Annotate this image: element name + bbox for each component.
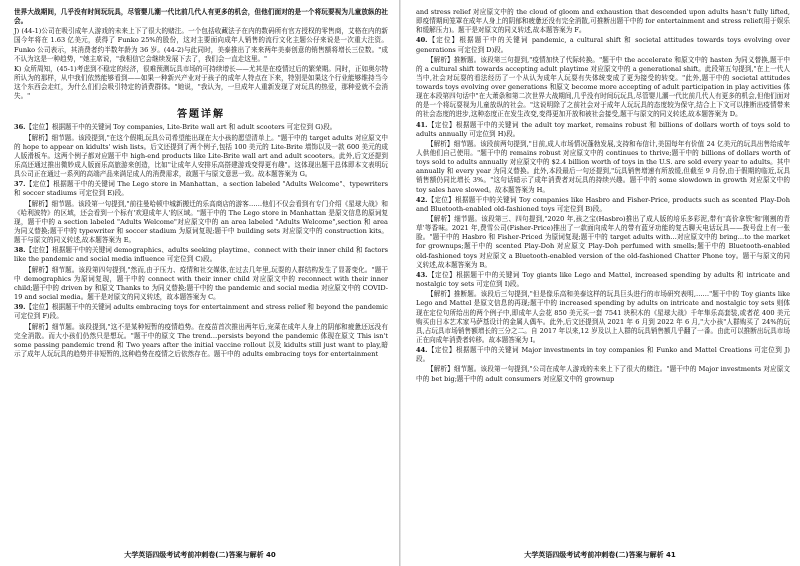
answer-location: 【定位】根据题干中的关键词 demographics、adults seeking playtime、connect with their inner child 和 factors like the pandemic and social media influence 可定位到 C)段。 xyxy=(14,246,388,264)
answer-number: 43. xyxy=(416,270,428,279)
answer-location: 【定位】根据题干中的关键词 adults embracing toys for entertainment and stress relief 和 beyond the pandemic 可定位到 F)段。 xyxy=(14,303,388,321)
answer-location: 【定位】根据题干中的关键词 pandemic, a cultural shift 和 societal attitudes towards toys evolving over generations 可定位到 D)段。 xyxy=(416,36,790,54)
answer-item xyxy=(14,303,388,359)
answer-item xyxy=(416,346,790,384)
answer-analysis: 【解析】细节题。该段提到,"这不是某种短暂的疫情趋势。在疫苗首次推出两年后,宠菜在成年人身上的阴郁和疲惫还远没有完全消散。而大小孩们仍然只是想玩。"题干中的原文 The trend…persists beyond the pandemic 体现在原文 This isn't some passing pandemic trend 和 Two years after the initial vaccine rollout 以及 kidults still just want to play,暗示了成年人玩玩具的趋势并非短暂的,这种趋势在疫情之后依然存在。题干中的 adults embracing toys for entertainment xyxy=(14,322,388,358)
section-title: 答题详解 xyxy=(177,109,225,121)
page-footer: 大学英语四级考试考前冲刺卷(二)答案与解析 41 xyxy=(524,551,676,559)
answer-item xyxy=(416,121,790,195)
answer-analysis: 【解析】细节题。该段前两句提到,"目前,成人市场情况蓬勃发展,支持和布信计,美国每年有价值 24 亿美元的玩具出售给成年人供他们自己使用。"题干中的 remains robust 对应原文中的 continues to thrive;题干中的 billions of dollars worth of toys sold to adults annually 对应原文中的 $2.4 billion worth of toys in the U.S. are sold every year to adults。其中 annually 和 every year 为同义替换。此外,本段最后一句还提到,"玩具销售增速有所放缓,但截至 9 月份,由于假期的临近,玩具销售额仍同比增长 3%。"这句话暗示了成年消费者对玩具的持续兴趣。题干中的 some slowdown in growth 对应原文中的 toy sales have slowed。故本题答案为 H。 xyxy=(416,140,790,194)
intro-paragraph-2: J) (44-1)公司在吸引成年人游戏的未来上下了很大的赌注。一个包括收藏法子在内的数码所有官方授权的零售商，艾格在内的新国今年将在 1.63 亿美元，获得了 Funko 25%的股份，这对主要面向成年人销售的流行文化主题公仔来说是一次重大注资。Funko 公司表示，其消费者约半数年龄为 36 岁。(44-2)与此同时，美泰推出了来来两年美泰创意的销售额将增长三位数。"成不认为这是一种趋势，"她主席说，"我相信它会继续发展下去了，我们会一直走这里。" xyxy=(14,27,388,63)
answer-location: 【定位】根据题干中的关键词 Toy companies like Hasbro and Fisher-Price, products such as scented Play-Doh and Bluetooth-enabled old-fashioned toys 可定位到 B)段。 xyxy=(416,195,790,213)
answer-item xyxy=(14,246,388,302)
answer-item xyxy=(14,180,388,245)
answer-number: 42. xyxy=(416,195,428,204)
answer-number: 36. xyxy=(14,123,26,132)
answer-analysis: 【解析】细节题。该段第一句提到,"前往曼哈顿中城新搬迁的乐高商店的游客……他们不仅会看到有专门介绍《星球大战》和《哈利波特》的区域，还会看到一个标有'欢迎成年人'的区域。"题干中的 The Lego store in Manhattan 是原文信息的原词复现，题干中的 a section labeled "Adults Welcome"对应原文中的 an area labeled "Adults Welcome",section 和 area 为同义替换;题干中的 typewriter 和 soccer stadium 为原词复现;题干中 building sets 对应原文中的 construction kits。题干与原文的同义转述,故本题答案为 E。 xyxy=(14,199,388,244)
answer-location: 【定位】根据题干中的关键词 The Lego store in Manhattan、a section labeled "Adults Welcome"、typewriters 和 soccer stadiums 可定位到 E)段。 xyxy=(14,180,388,198)
answer-analysis: 【解析】细节题。该段第三、四句提到,"2020 年,孩之宝(Hasbro)推出了成人版的培乐多彩泥,带有'高价拿铁'和'刚割的青草'等香味。2021 年,费雪公司(Fisher-Price)推出了一款面向成年人的带有蓝牙功能的复古聊天电话玩具——拨号盘上有一张脸。"题干中的 Hasbro 和 Fisher-Priced 为原词复现;题干中的 target adults with…对应原文中的 bring…to the market for grownups;题干中的 scented Play-Doh 对应原文 Play-Doh perfumed with smells;题干中的 Bluetooth-enabled old-fashioned toys 对应原文 a Bluetooth-enabled version of the old-fashioned Chatter Phone toy。题干与原文的同义转述,故本题答案为 B。 xyxy=(416,215,790,269)
right-page xyxy=(400,0,800,566)
answer-number: 39. xyxy=(14,303,26,312)
answer-analysis: 【解析】细节题。该段第一句提到,"公司在成年人游戏的未来上下了很大的赌注。"题干中的 Major investments 对应原文中的 bet big;题干中的 adult consumers 对应原文中的 grownup xyxy=(416,365,790,383)
answer-number: 41. xyxy=(416,120,428,129)
answer-location: 【定位】根据题干中的关键词 Toy companies, Lite-Brite wall art 和 adult scooters 可定位到 G)段。 xyxy=(25,123,337,132)
answer-analysis: 【解析】推断题。该段后三句提到,"但是像乐高和美泰这样的玩具巨头进行的市场研究表明,……"题干中的 Toy giants like Lego and Mattel 是原文信息的再现;题干中的 increased spending by adults on intricate and nostalgic toy sets 则体现在定位句所给出的两个例子中,即成年人会花 850 美元买一套 7541 块积木的《星球大战》千年隼乐高套装,或者花 400 美元购买由日本艺术家马萨基设计的金属人偶车。此外,后文还提到从 2021 年 6 月到 2022 年 6 月,"大小孩"人群购买了 24%的玩具,占玩具市场销售额增长的三分之二。自 2017 年以来,12 岁及以上人群的玩具销售额几乎翻了一番。由此可以推断出玩具市场正在向成年消费者转移。故本题答案为 I。 xyxy=(416,290,790,344)
intro-paragraph-3: K) 众所周知，(45-1)考虑到不稳定的经济，很难预测玩具市场的可持续增长——尤其是在疫情过后的繁荣期。同时，正如奥尔特所认为的那样，从中我们依然能够看到——如果一种新兴产业对于孩子的成年人特点在下来，特别是如果这个行业能够维持当今这个东西会走红，为什么们们会吸引特定的消费群体。"她说，"我认为，一旦成年人重新发现了对玩具的热爱，那种爱就不会消失。" xyxy=(14,64,388,101)
answer-location: 【定位】根据题干中的关键词 Major investments in toy companies 和 Funko and Mattel Creations 可定位到 J)段。 xyxy=(416,346,790,364)
answer-location: 【定位】根据题干中的关键词 the adult toy market, remains robust 和 billions of dollars worth of toys sold to adults annually 可定位到 H)段。 xyxy=(416,120,790,138)
answer-number: 44. xyxy=(416,346,428,355)
answer-number: 40. xyxy=(416,36,428,45)
answer-location: 【定位】根据题干中的关键词 Toy giants like Lego and Mattel, increased spending by adults 和 intricate and nostalgic toy sets 可定位到 I)段。 xyxy=(416,270,790,289)
intro-paragraph-1: 世界大战期间，几乎没有时间玩玩具，尽管婴儿潮一代比前几代人有更多的机会，但他们面对的是一个将玩要视为儿童放纵的社会。 xyxy=(14,8,388,26)
answer-item xyxy=(14,123,388,179)
page-footer: 大学英语四级考试考前冲刺卷(二)答案与解析 40 xyxy=(124,551,276,559)
answer-analysis: 【解析】推断题。该段第三句提到,"疫情加快了代际转换。"题干中 the accelerate 和原文中的 hasten 为同义替换,题干中的 a cultural shift towards accepting adult playtime 对应原文中的 a generational shift。此段第五句提到,"在上一代人当中,社会对玩耍的看法经历了一个从认为成年人玩耍有失体统变成了更为接受的转变。"此外,题干中的 societal attitudes towards toys evolving over generations 和原文 become more accepting of adult participation in play activities 体现在本段第四句话中"在大萧条和第二次世界大战期间,几乎没有时间玩玩具,尽管婴儿潮一代比前几代人有更多的机会,但他们面对的是一个将玩耍视为儿童放纵的社会。"这说明除了之前社会对于成年人玩玩具的态度较为保守,结合上下文可以推断出疫情带来的社会态度的进步,这种态度正在发生改变,变得更加开放和被社会接受,题干与原文的同义转述,故本题答案为 D。 xyxy=(416,55,791,119)
answer-item xyxy=(416,36,790,119)
answer-number: 38. xyxy=(14,246,26,255)
answer-item xyxy=(416,196,790,270)
answer-number: 37. xyxy=(14,180,26,189)
continued-text: and stress relief 对应原文中的 the cloud of gloom and exhaustion that descended upon adults hasn't fully lifted,即疫情期间笼罩在成年人身上的阴郁和疲惫还没有完全消散,可推断出题干中的 for entertainment and stress relief(用于娱乐和缓解压力)。题干是对原文的同义转述,故本题答案为 F。 xyxy=(416,8,790,35)
answer-item xyxy=(416,271,790,345)
answer-analysis: 【解析】细节题。该段第四句提到,"然而,由于压力、疫情和社交媒体,在过去几年里,玩耍的人群结构发生了显著变化。"题干中 demographics 为原词复现，题干中的 connect with their inner child 对应原文中的 reconnect with their inner child;题干中的 driven by 和原文 Thanks to 为同义替换;题干中的 the pandemic and social media 对应原文中的 COVID-19 and social media。题干是对原文的同义转述，故本题答案为 C。 xyxy=(14,265,388,301)
answer-analysis: 【解析】细节题。该段提到,"在这个假期,玩具公司希望能出现在大小孩的愿望清单上。"题干中的 target adults 对应原文中的 hope to appear on kidults' wish lists。后文还提到了两个例子,包括 100 美元的 Lite-Brite 墙饰以及一款 600 美元的成人版滑板车。这两个例子都对应题干中 high-end products like Lite-Brite wall art and adult scooters。此外,后文还提到乐高还通过推出微妙成人版面乐高旅游来创造，比如"让成年人安排乐高搭建游戏变得更有趣"。这体现出题干总体即本文表明玩具公司正在通过一系列的高端产品来满足成人的消费需求，故题干与原文意思一致。故本题答案为 G。 xyxy=(14,133,388,178)
